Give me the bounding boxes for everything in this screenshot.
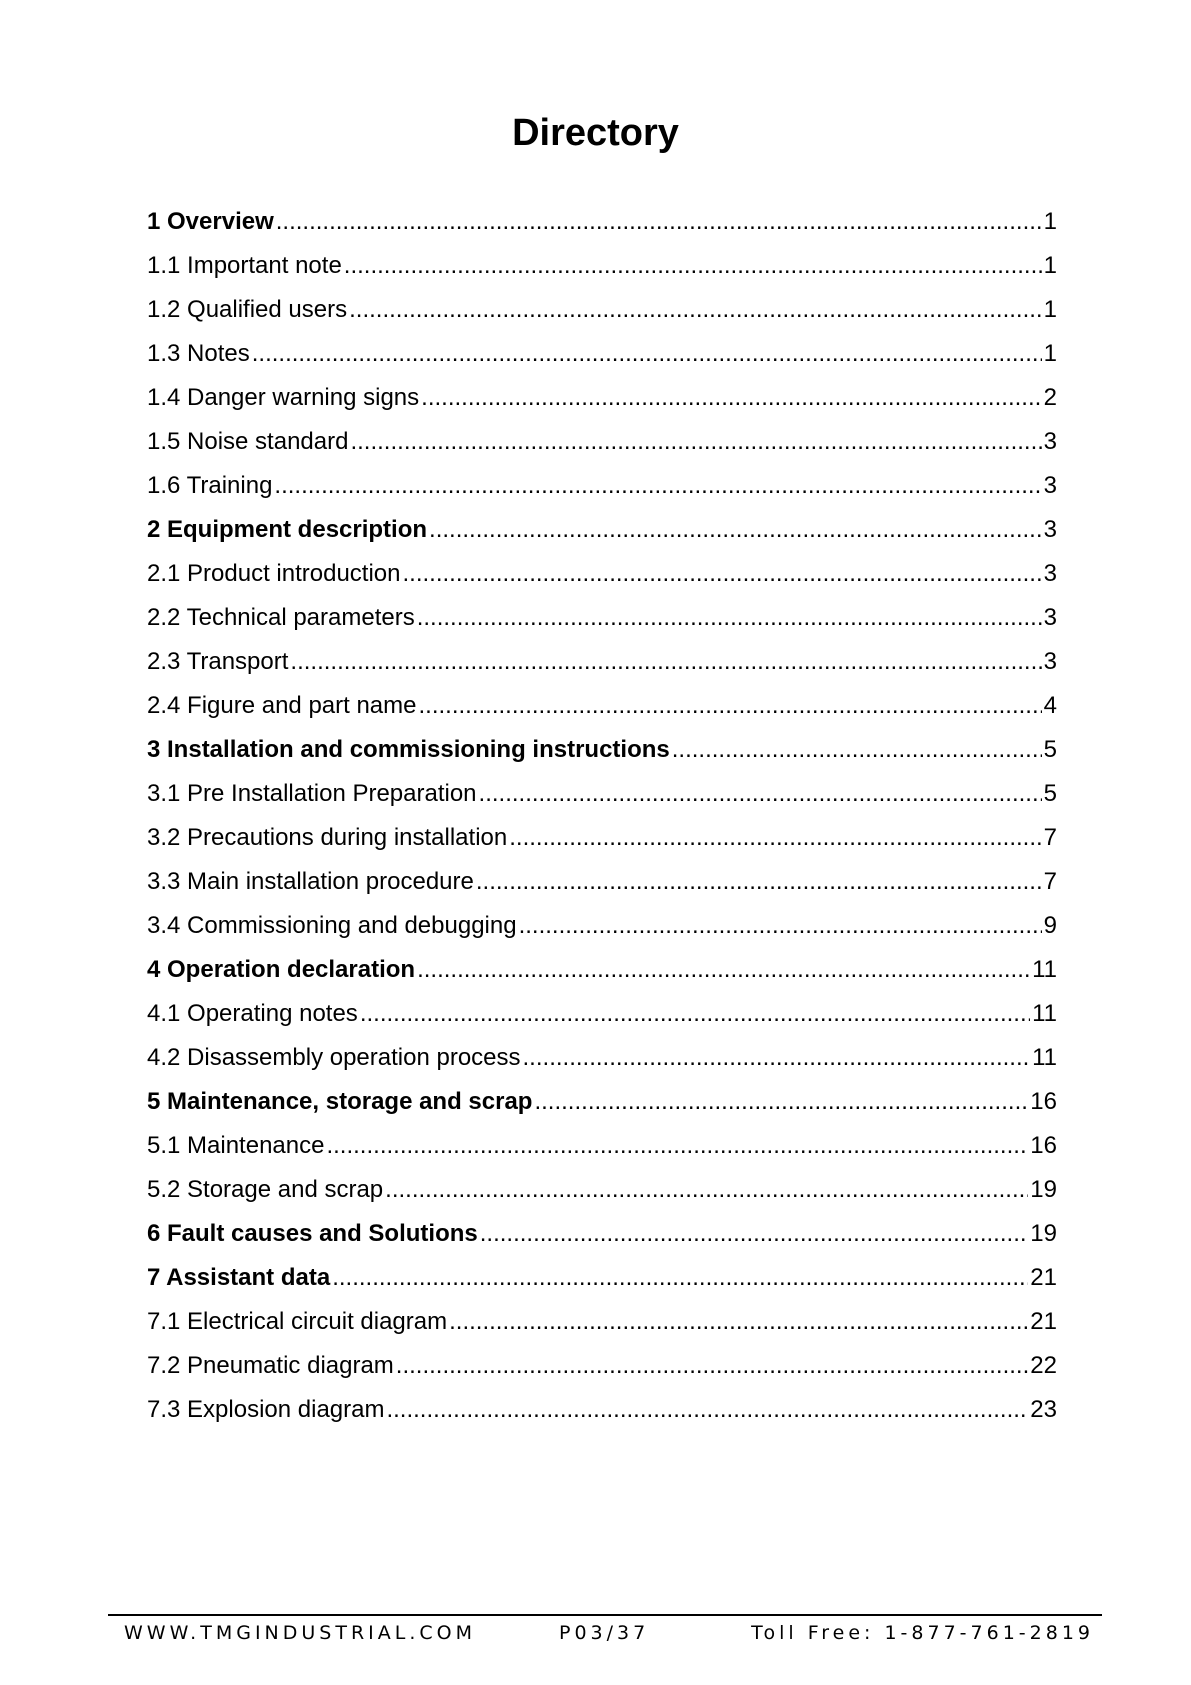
toc-subsection-entry[interactable] xyxy=(147,1344,1057,1388)
toc-subsection-entry[interactable] xyxy=(147,816,1057,860)
toc-entry-label: 3 Installation and commissioning instructions xyxy=(147,736,670,763)
toc-entry-label: 7.2 Pneumatic diagram xyxy=(147,1352,394,1379)
toc-dot-leader xyxy=(519,904,1042,948)
toc-entry-page-number: 3 xyxy=(1043,428,1057,455)
toc-entry-page-number: 7 xyxy=(1043,824,1057,851)
toc-entry-page-number: 3 xyxy=(1043,516,1057,543)
toc-dot-leader xyxy=(403,552,1042,596)
toc-entry-page-number: 23 xyxy=(1030,1396,1057,1423)
toc-entry-label: 1.5 Noise standard xyxy=(147,428,349,455)
toc-entry-page-number: 4 xyxy=(1043,692,1057,719)
toc-entry-label: 3.4 Commissioning and debugging xyxy=(147,912,517,939)
toc-subsection-entry[interactable] xyxy=(147,1036,1057,1080)
footer-page-indicator: P03/37 xyxy=(559,1622,650,1644)
toc-dot-leader xyxy=(385,1168,1028,1212)
toc-entry-page-number: 16 xyxy=(1030,1132,1057,1159)
toc-entry-label: 2.3 Transport xyxy=(147,648,289,675)
toc-entry-page-number: 21 xyxy=(1030,1308,1057,1335)
toc-dot-leader xyxy=(360,992,1030,1036)
toc-entry-label: 2.2 Technical parameters xyxy=(147,604,415,631)
toc-dot-leader xyxy=(350,420,1041,464)
toc-entry-label: 4 Operation declaration xyxy=(147,956,416,983)
toc-entry-page-number: 16 xyxy=(1030,1088,1057,1115)
toc-entry-page-number: 19 xyxy=(1030,1220,1057,1247)
toc-subsection-entry[interactable] xyxy=(147,772,1057,816)
toc-entry-label: 1 Overview xyxy=(147,208,274,235)
table-of-contents xyxy=(147,200,1057,1432)
toc-dot-leader xyxy=(274,464,1041,508)
toc-dot-leader xyxy=(419,684,1042,728)
toc-dot-leader xyxy=(417,948,1030,992)
toc-subsection-entry[interactable] xyxy=(147,552,1057,596)
toc-dot-leader xyxy=(344,244,1042,288)
toc-section-entry[interactable] xyxy=(147,1212,1057,1256)
toc-entry-label: 1.3 Notes xyxy=(147,340,250,367)
toc-entry-label: 1.2 Qualified users xyxy=(147,296,348,323)
toc-dot-leader xyxy=(386,1388,1028,1432)
toc-dot-leader xyxy=(523,1036,1031,1080)
toc-subsection-entry[interactable] xyxy=(147,596,1057,640)
toc-dot-leader xyxy=(479,772,1042,816)
toc-entry-page-number: 1 xyxy=(1043,208,1057,235)
toc-entry-label: 5.1 Maintenance xyxy=(147,1132,325,1159)
toc-subsection-entry[interactable] xyxy=(147,332,1057,376)
page-footer xyxy=(124,1622,1094,1652)
toc-section-entry[interactable] xyxy=(147,508,1057,552)
toc-entry-label: 3.2 Precautions during installation xyxy=(147,824,508,851)
toc-entry-label: 6 Fault causes and Solutions xyxy=(147,1220,478,1247)
toc-entry-label: 3.1 Pre Installation Preparation xyxy=(147,780,477,807)
toc-entry-page-number: 22 xyxy=(1030,1352,1057,1379)
toc-entry-page-number: 9 xyxy=(1043,912,1057,939)
toc-section-entry[interactable] xyxy=(147,948,1057,992)
toc-subsection-entry[interactable] xyxy=(147,464,1057,508)
toc-dot-leader xyxy=(672,728,1042,772)
toc-subsection-entry[interactable] xyxy=(147,640,1057,684)
toc-dot-leader xyxy=(534,1080,1028,1124)
toc-subsection-entry[interactable] xyxy=(147,992,1057,1036)
toc-subsection-entry[interactable] xyxy=(147,860,1057,904)
toc-entry-page-number: 21 xyxy=(1030,1264,1057,1291)
toc-entry-label: 1.6 Training xyxy=(147,472,273,499)
toc-dot-leader xyxy=(417,596,1042,640)
toc-entry-page-number: 11 xyxy=(1032,956,1057,983)
toc-section-entry[interactable] xyxy=(147,1080,1057,1124)
toc-dot-leader xyxy=(421,376,1041,420)
toc-entry-page-number: 2 xyxy=(1043,384,1057,411)
toc-entry-page-number: 3 xyxy=(1043,560,1057,587)
toc-dot-leader xyxy=(449,1300,1028,1344)
toc-entry-page-number: 5 xyxy=(1043,736,1057,763)
toc-dot-leader xyxy=(480,1212,1029,1256)
toc-dot-leader xyxy=(332,1256,1028,1300)
toc-dot-leader xyxy=(252,332,1042,376)
footer-website: WWW.TMGINDUSTRIAL.COM xyxy=(124,1622,477,1644)
toc-entry-page-number: 5 xyxy=(1043,780,1057,807)
toc-dot-leader xyxy=(509,816,1041,860)
toc-dot-leader xyxy=(476,860,1042,904)
toc-subsection-entry[interactable] xyxy=(147,288,1057,332)
toc-entry-page-number: 7 xyxy=(1043,868,1057,895)
toc-subsection-entry[interactable] xyxy=(147,376,1057,420)
toc-entry-label: 5.2 Storage and scrap xyxy=(147,1176,384,1203)
toc-entry-label: 4.2 Disassembly operation process xyxy=(147,1044,521,1071)
toc-entry-label: 7 Assistant data xyxy=(147,1264,331,1291)
footer-divider xyxy=(108,1614,1102,1616)
toc-subsection-entry[interactable] xyxy=(147,904,1057,948)
toc-section-entry[interactable] xyxy=(147,1256,1057,1300)
toc-entry-page-number: 11 xyxy=(1032,1000,1057,1027)
toc-entry-label: 7.1 Electrical circuit diagram xyxy=(147,1308,448,1335)
toc-entry-label: 4.1 Operating notes xyxy=(147,1000,358,1027)
toc-entry-label: 2.1 Product introduction xyxy=(147,560,401,587)
toc-entry-label: 5 Maintenance, storage and scrap xyxy=(147,1088,533,1115)
toc-dot-leader xyxy=(326,1124,1028,1168)
toc-subsection-entry[interactable] xyxy=(147,1388,1057,1432)
footer-toll-free: Toll Free: 1-877-761-2819 xyxy=(751,1622,1094,1644)
toc-entry-page-number: 3 xyxy=(1043,604,1057,631)
toc-entry-page-number: 1 xyxy=(1043,252,1057,279)
toc-entry-label: 2 Equipment description xyxy=(147,516,428,543)
toc-entry-page-number: 19 xyxy=(1030,1176,1057,1203)
toc-subsection-entry[interactable] xyxy=(147,1300,1057,1344)
toc-dot-leader xyxy=(290,640,1041,684)
toc-dot-leader xyxy=(276,200,1042,244)
toc-subsection-entry[interactable] xyxy=(147,244,1057,288)
toc-entry-label: 7.3 Explosion diagram xyxy=(147,1396,385,1423)
toc-dot-leader xyxy=(349,288,1042,332)
toc-dot-leader xyxy=(396,1344,1029,1388)
toc-subsection-entry[interactable] xyxy=(147,420,1057,464)
toc-section-entry[interactable] xyxy=(147,200,1057,244)
toc-entry-page-number: 3 xyxy=(1043,648,1057,675)
toc-entry-page-number: 11 xyxy=(1032,1044,1057,1071)
page-title: Directory xyxy=(512,112,679,154)
toc-dot-leader xyxy=(429,508,1042,552)
toc-subsection-entry[interactable] xyxy=(147,1168,1057,1212)
toc-entry-label: 2.4 Figure and part name xyxy=(147,692,417,719)
toc-entry-label: 1.4 Danger warning signs xyxy=(147,384,420,411)
toc-entry-label: 1.1 Important note xyxy=(147,252,342,279)
toc-section-entry[interactable] xyxy=(147,728,1057,772)
toc-subsection-entry[interactable] xyxy=(147,684,1057,728)
toc-entry-page-number: 1 xyxy=(1043,296,1057,323)
toc-entry-page-number: 3 xyxy=(1043,472,1057,499)
toc-entry-label: 3.3 Main installation procedure xyxy=(147,868,474,895)
toc-entry-page-number: 1 xyxy=(1043,340,1057,367)
toc-subsection-entry[interactable] xyxy=(147,1124,1057,1168)
